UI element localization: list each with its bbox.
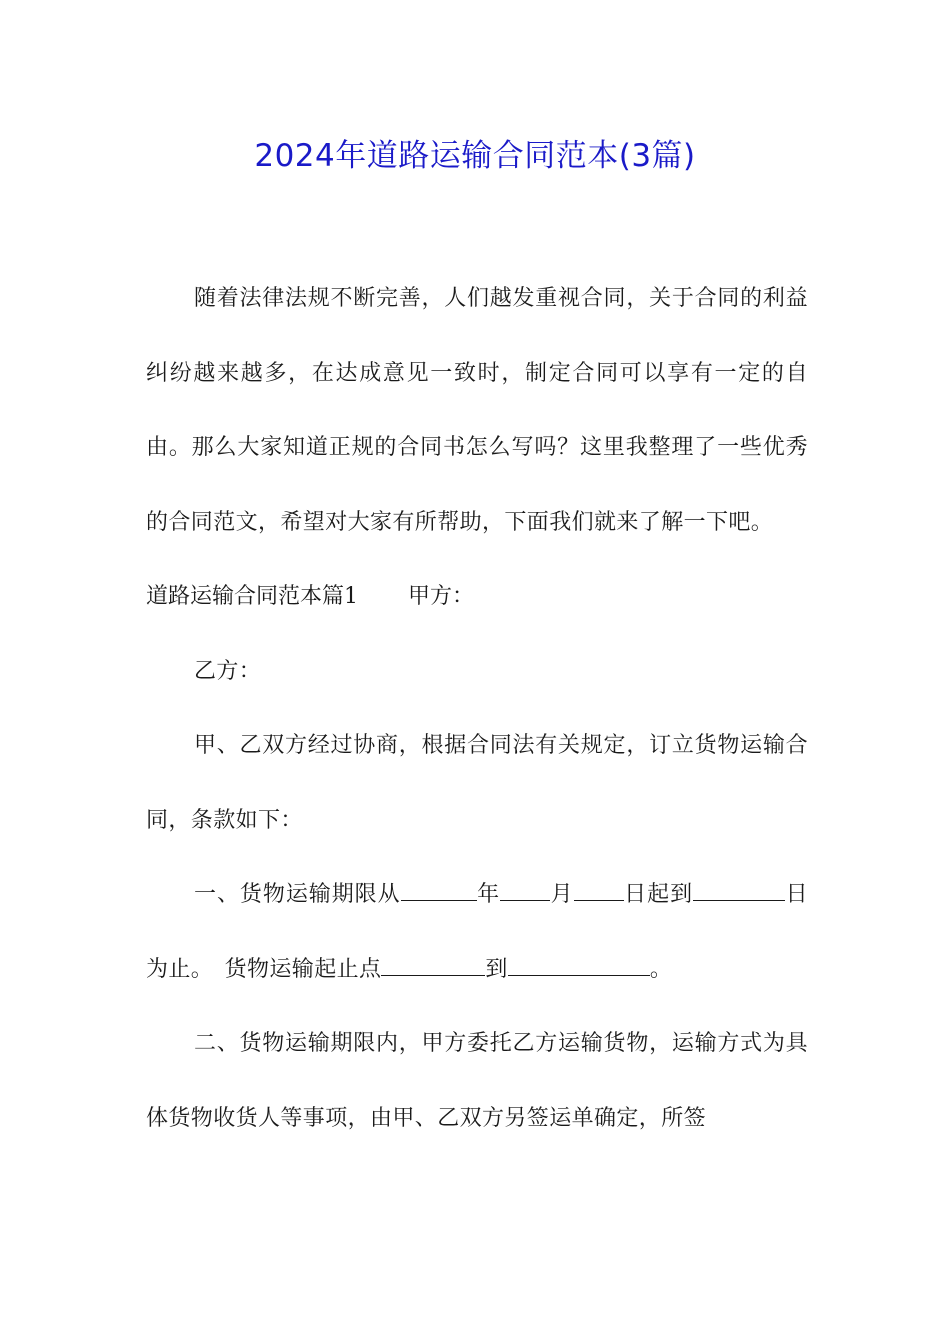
clause-1-paragraph [146, 858, 808, 1007]
clause-1-month: 月 [550, 882, 574, 907]
clause-1-prefix: 一、货物运输期限从 [194, 882, 401, 907]
blank-start-day [574, 880, 624, 901]
clause-1-day-to: 日起到 [623, 882, 694, 907]
blank-origin [381, 955, 485, 976]
clause-1-period: 。 [649, 956, 673, 982]
clause-1-year: 年 [476, 882, 501, 907]
party-a-label: 甲方： [408, 584, 475, 609]
clause-1-to: 到 [485, 956, 508, 982]
section-heading: 道路运输合同范本篇1 [146, 584, 358, 609]
document-title: 2024年道路运输合同范本(3篇) [254, 138, 696, 174]
clause-1-route-label: 货物运输起止点 [224, 956, 382, 982]
party-b-line: 乙方： [194, 658, 262, 684]
document-body [146, 262, 808, 1156]
clause-2-paragraph: 二、货物运输期限内，甲方委托乙方运输货物，运输方式为具体货物收货人等事项，由甲、乙双方另签运单确定，所签 [146, 1031, 808, 1131]
blank-end-date [693, 880, 785, 901]
intro-paragraph: 随着法律法规不断完善，人们越发重视合同，关于合同的利益纠纷越来越多，在达成意见一致时，制定合同可以享有一定的自由。那么大家知道正规的合同书怎么写吗？这里我整理了一些优秀的合同范文，希望对大家有所帮助，下面我们就来了解一下吧。 [146, 286, 808, 535]
blank-start-year [401, 880, 477, 901]
agreement-paragraph: 甲、乙双方经过协商，根据合同法有关规定，订立货物运输合同，条款如下： [146, 733, 808, 833]
blank-destination [508, 955, 650, 976]
clause-1-end: 日为止。 [146, 882, 809, 982]
blank-start-month [500, 880, 550, 901]
section-heading-line [146, 560, 808, 635]
